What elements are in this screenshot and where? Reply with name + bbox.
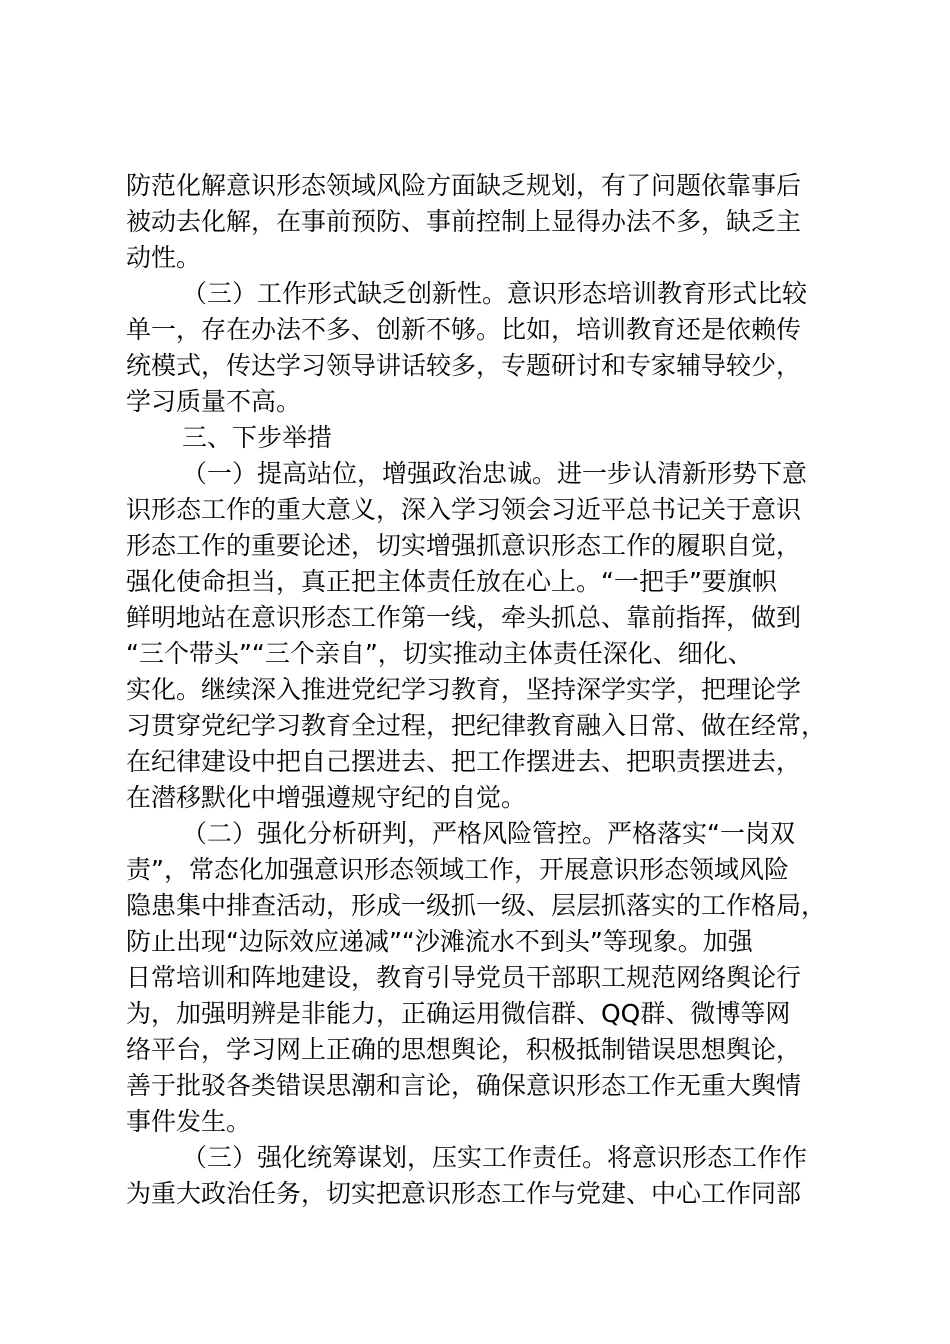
paragraph-start-line: （二）强化分析研判，严格风险管控。严格落实“一岗双 xyxy=(182,819,795,848)
text-line: 形态工作的重要论述，切实增强抓意识形态工作的履职自觉， xyxy=(126,531,802,560)
text-line: 日常培训和阵地建设，教育引导党员干部职工规范网络舆论行 xyxy=(126,963,802,992)
text-line: “三个带头”“三个亲自”，切实推动主体责任深化、细化、 xyxy=(126,639,753,668)
text-line: 学习质量不高。 xyxy=(126,387,302,416)
text-line: 善于批驳各类错误思潮和言论，确保意识形态工作无重大舆情 xyxy=(126,1071,802,1100)
document-body xyxy=(126,168,836,1212)
text-line: 统模式，传达学习领导讲话较多，专题研讨和专家辅导较少， xyxy=(126,351,802,380)
text-line: 实化。继续深入推进党纪学习教育，坚持深学实学，把理论学 xyxy=(126,675,802,704)
text-line: 在潜移默化中增强遵规守纪的自觉。 xyxy=(126,783,527,812)
text-line: 单一，存在办法不多、创新不够。比如，培训教育还是依赖传 xyxy=(126,315,802,344)
paragraph-start-line: （一）提高站位，增强政治忠诚。进一步认清新形势下意 xyxy=(182,459,808,488)
text-line: 鲜明地站在意识形态工作第一线，牵头抓总、靠前指挥，做到 xyxy=(126,603,802,632)
text-line: 被动去化解，在事前预防、事前控制上显得办法不多，缺乏主 xyxy=(126,207,802,236)
text-line: 事件发生。 xyxy=(126,1107,252,1136)
text-line: 络平台，学习网上正确的思想舆论，积极抵制错误思想舆论， xyxy=(126,1035,802,1064)
text-line: 强化使命担当，真正把主体责任放在心上。“一把手”要旗帜 xyxy=(126,567,777,596)
text-line: 防止出现“边际效应递减”“沙滩流水不到头”等现象。加强 xyxy=(126,927,753,956)
paragraph-start-line: （三）强化统筹谋划，压实工作责任。将意识形态工作作 xyxy=(182,1143,808,1172)
text-line: 为，加强明辨是非能力，正确运用微信群、QQ群、微博等网 xyxy=(126,999,791,1028)
paragraph-start-line: （三）工作形式缺乏创新性。意识形态培训教育形式比较 xyxy=(182,279,808,308)
text-line: 在纪律建设中把自己摆进去、把工作摆进去、把职责摆进去， xyxy=(126,747,802,776)
text-line: 责”，常态化加强意识形态领域工作，开展意识形态领域风险 xyxy=(126,855,789,884)
text-line: 习贯穿党纪学习教育全过程，把纪律教育融入日常、做在经常， xyxy=(126,711,827,740)
text-line: 识形态工作的重大意义，深入学习领会习近平总书记关于意识 xyxy=(126,495,802,524)
text-line: 为重大政治任务，切实把意识形态工作与党建、中心工作同部 xyxy=(126,1179,802,1208)
text-line: 隐患集中排查活动，形成一级抓一级、层层抓落实的工作格局， xyxy=(126,891,827,920)
section-heading: 三、下步举措 xyxy=(182,423,333,452)
text-line: 防范化解意识形态领域风险方面缺乏规划，有了问题依靠事后 xyxy=(126,171,802,200)
text-line: 动性。 xyxy=(126,243,202,272)
